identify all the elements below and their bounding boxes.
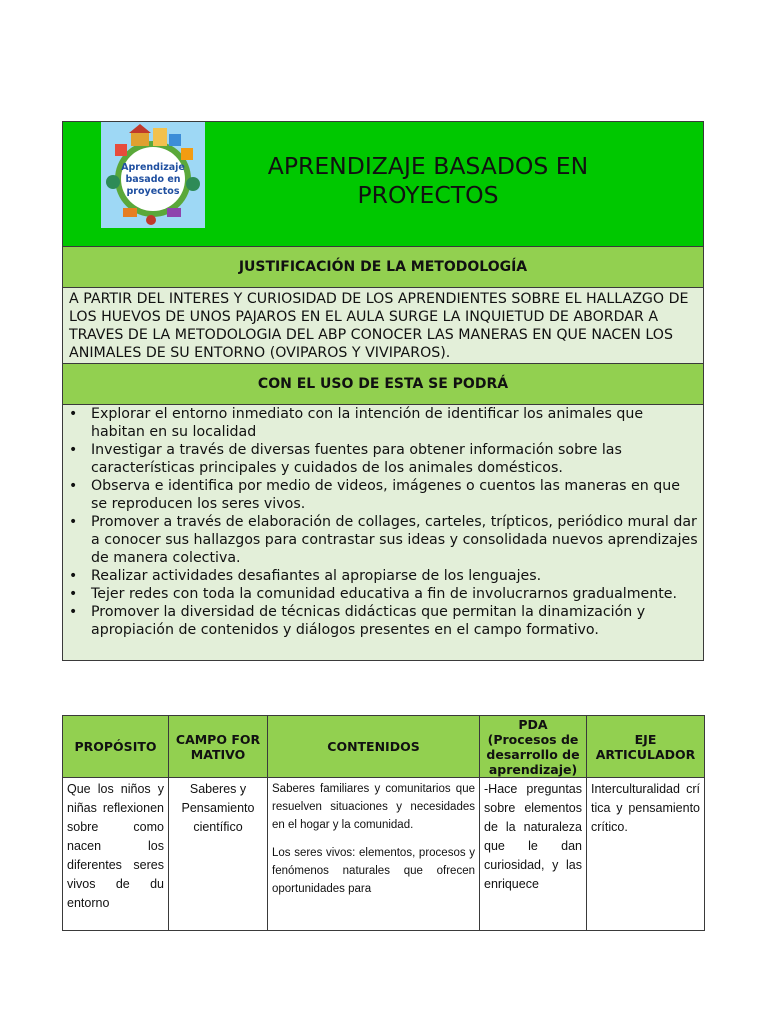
title-banner — [63, 122, 703, 247]
campo-text: Saberes y Pensamiento científico — [181, 782, 255, 834]
abp-logo-image — [101, 122, 205, 228]
eje-text: Interculturalidad crítica y pensamiento crítico. — [591, 782, 700, 834]
methodology-table — [62, 121, 704, 661]
header-eje-articulador: EJE ARTICULADOR — [587, 716, 705, 778]
cell-campo-formativo — [169, 778, 268, 931]
header-contenidos: CONTENIDOS — [268, 716, 480, 778]
title-line-1: APRENDIZAJE BASADOS EN — [267, 152, 589, 180]
contenidos-paragraph-2: Los seres vivos: elementos, procesos y fenómenos naturales que ofrecen oportunidades para — [272, 847, 475, 895]
list-item: • Explorar el entorno inmediato con la intención de identificar los animales que habitan en su localidad — [91, 405, 699, 441]
header-proposito: PROPÓSITO — [63, 716, 169, 778]
list-item: • Tejer redes con toda la comunidad educativa a fin de involucrarnos gradualmente. — [91, 585, 699, 603]
uses-heading: CON EL USO DE ESTA SE PODRÁ — [63, 364, 703, 405]
cell-proposito — [63, 778, 169, 931]
justification-heading: JUSTIFICACIÓN DE LA METODOLOGÍA — [63, 247, 703, 288]
header-pda: PDA (Procesos de desarrollo de aprendizaje) — [480, 716, 587, 778]
contenidos-paragraph-1: Saberes familiares y comunitarios que resuelven situaciones y necesidades en el hogar y la comunidad. — [272, 783, 475, 831]
page-title — [263, 152, 593, 210]
cell-eje-articulador — [587, 778, 705, 931]
planning-table — [62, 715, 705, 931]
svg-text:Aprendizaje: Aprendizaje — [121, 162, 185, 173]
title-line-2: PROYECTOS — [357, 181, 499, 209]
svg-text:proyectos: proyectos — [126, 186, 180, 197]
cell-pda — [480, 778, 587, 931]
justification-text: A PARTIR DEL INTERES Y CURIOSIDAD DE LOS APRENDIENTES SOBRE EL HALLAZGO DE LOS HUEVOS DE UNOS PAJAROS EN EL AULA SURGE LA INQUIETUD DE ABORDAR A TRAVES DE LA METODOLOGIA DEL ABP CONOCER LAS MANERAS EN QUE NACEN LOS ANIMALES DE SU ENTORNO (OVIPAROS Y VIVIPAROS). — [63, 288, 703, 364]
list-item: • Observa e identifica por medio de videos, imágenes o cuentos las maneras en que se reproducen los seres vivos. — [91, 477, 699, 513]
list-item: • Promover la diversidad de técnicas didácticas que permitan la dinamización y apropiación de contenidos y diálogos presentes en el campo formativo. — [91, 603, 699, 639]
table-header-row — [63, 716, 705, 778]
contenidos-block — [268, 778, 479, 930]
uses-list — [67, 405, 699, 639]
uses-list-box — [63, 405, 703, 660]
cell-contenidos — [268, 778, 480, 931]
header-campo-formativo: CAMPO FORMATIVO — [169, 716, 268, 778]
table-row — [63, 778, 705, 931]
pda-text: -Hace preguntas sobre elementos de la naturaleza que le dan curiosidad, y las enriquece — [484, 782, 582, 891]
svg-text:basado en: basado en — [125, 174, 181, 185]
proposito-text: Que los niños y niñas reflexionen sobre como nacen los diferentes seres vivos de du entorno — [67, 782, 164, 910]
list-item: • Promover a través de elaboración de collages, carteles, trípticos, periódico mural dar a conocer sus hallazgos para contrastar sus ideas y consolidada nuevos aprendizajes de manera colectiva. — [91, 513, 699, 567]
list-item: • Investigar a través de diversas fuentes para obtener información sobre las características principales y cuidados de los animales domésticos. — [91, 441, 699, 477]
list-item: • Realizar actividades desafiantes al apropiarse de los lenguajes. — [91, 567, 699, 585]
